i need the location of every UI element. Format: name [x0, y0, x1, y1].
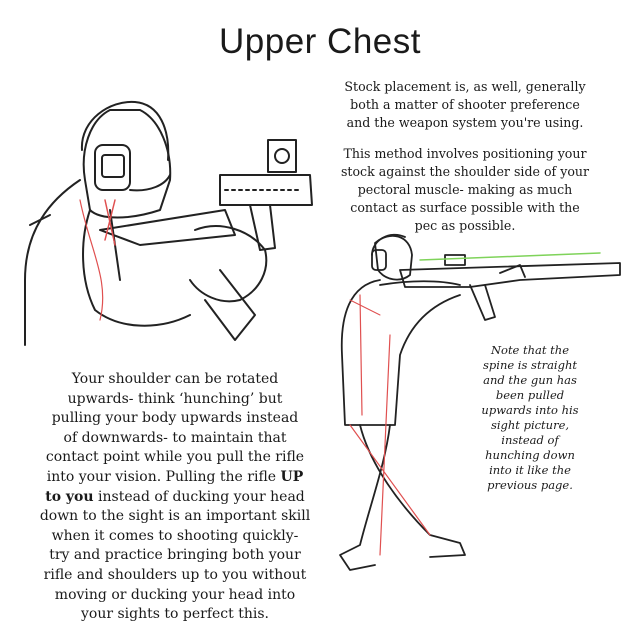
text-line: down to the sight is an important skill — [39, 508, 311, 525]
text-line: and the weapon system you're using. — [346, 115, 584, 130]
text-line: spine is straight — [483, 358, 577, 372]
page-title: Upper Chest — [219, 22, 421, 61]
text-line: upwards into his — [481, 403, 579, 417]
text-line: instead of — [501, 433, 559, 447]
text-line: rifle and shoulders up to you without — [43, 566, 307, 583]
text-segment: instead of ducking your head — [93, 488, 305, 505]
text-line: pec as possible. — [414, 218, 516, 233]
text-line: into it like the — [489, 463, 571, 477]
text-segment: into your vision. Pulling the rifle — [46, 468, 281, 485]
text-line: of downwards- to maintain that — [63, 429, 287, 446]
text-line: contact point while you pull the rifle — [45, 449, 305, 466]
text-line: both a matter of shooter preference — [350, 97, 580, 112]
text-line: pulling your body upwards instead — [51, 410, 299, 427]
stock-placement-text — [315, 78, 615, 235]
shoulder-rotation-text — [20, 370, 330, 625]
text-line: when it comes to shooting quickly- — [51, 527, 299, 544]
text-line: pectoral muscle- making as much — [357, 182, 573, 197]
text-line: Your shoulder can be rotated — [71, 371, 279, 387]
shooter-closeup-illustration — [20, 80, 320, 350]
text-line: and the gun has — [483, 373, 577, 387]
standing-shooter-illustration — [320, 225, 630, 575]
text-line: Stock placement is, as well, generally — [344, 79, 586, 94]
text-line: hunching down — [485, 448, 575, 462]
text-line: contact as surface possible with the — [350, 200, 580, 215]
text-line: previous page. — [487, 478, 573, 492]
text-line: upwards- think ‘hunching’ but — [67, 390, 283, 407]
text-line — [20, 488, 330, 508]
text-line: try and practice bringing both your — [49, 547, 301, 564]
text-line: sight picture, — [490, 418, 570, 432]
text-line: your sights to perfect this. — [81, 606, 269, 623]
text-line: been pulled — [495, 388, 565, 402]
text-line — [20, 468, 330, 488]
text-line: stock against the shoulder side of your — [340, 164, 590, 179]
bold-text: to you — [45, 488, 94, 505]
text-line: This method involves positioning your — [343, 146, 587, 161]
text-line: Note that the — [490, 343, 570, 357]
text-line: moving or ducking your head into — [54, 586, 296, 603]
bold-text: UP — [280, 468, 304, 485]
